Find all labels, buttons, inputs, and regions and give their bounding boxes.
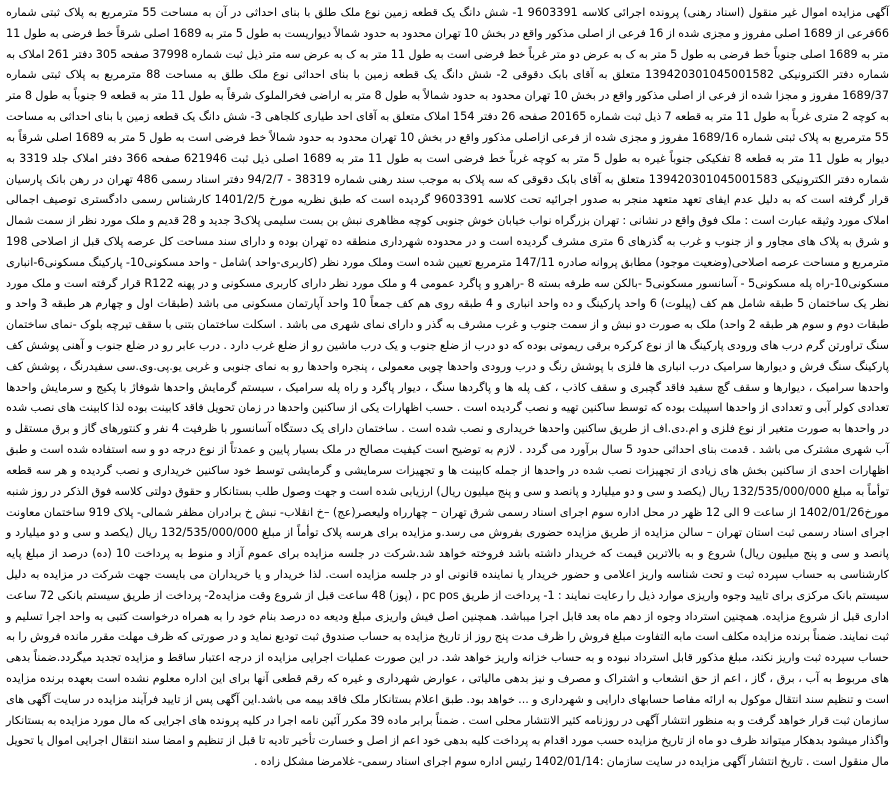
auction-notice-text: آگهی مزایده اموال غیر منقول (اسناد رهنی) پرونده اجرائی کلاسه 9603391 1- شش دانگ یک قطعه زمین نوع ملک طلق با بنای احداثی در آن به مساحت 55 مترمربع به پلاک ثبتی شماره 66فرعی از 1689 اصلی مفروز و مجزی شده از 16 فرعی از اصلی مذکور واقع در بخش 10 تهران محدود به حدود شمالاً دیواریست به طول 5 متر به 1689 اصلی شرقاً خط فرضی به طول 11 متر به 1689 اصلی جنوباً خط فرضی به طول 5 متر به ک به عرض دو متر غرباً خط فرضی است به طول 11 متر به ک به عرض سه متر ذیل ثبت شماره 37998 صفحه 305 دفتر 261 املاک به شماره دفتر الکترونیکی 139420301045001582 متعلق به آقای بابک دقوقی 2- شش دانگ یک قطعه زمین با بنای احداثی نوع ملک طلق به مساحت 88 مترمربع به پلاک ثبتی شماره 1689/37 مفروز و مجزا شده از فرعی از اصلی مذکور واقع در بخش 10 تهران محدود به حدود شمالاً به طول 8 متر به اراضی فخرالملوک شرقاً به طول 11 متر به قطعه 9 جنوباً به طول 8 متر به کوچه 2 متری غرباً به طول 11 متر به قطعه 7 ذیل ثبت شماره 20165 صفحه 26 دفتر 154 املاک متعلق به آقای احد طیاری کلجاهی 3- شش دانگ یک قطعه زمین با بنای احداثی به مساحت 55 مترمربع به پلاک ثبتی شماره 1689/16 مفروز و مجزی شده از فرعی ازاصلی مذکور واقع در بخش 10 تهران محدود به حدود شمالاً خط فرضی است به طول 5 متر به 1689 اصلی شرقاً به دیوار به طول 11 متر به قطعه 8 تفکیکی جنوباً غیره به طول 5 متر به کوچه غرباً خط فرضی است به طول 11 متر به 1689 اصلی ذیل ثبت 621946 صفحه 366 دفتر املاک جلد 3319 به شماره دفتر الکترونیکی 139420301045001583 متعلق به آقای بابک دقوقی که سه پلاک به موجب سند رهنی شماره 38319 - 94/2/7 دفتر اسناد رسمی 486 تهران در رهن بانک پارسیان قرار گرفته است که به دلیل عدم ایفای تعهد متعهد منجر به صدور اجرائیه تحت کلاسه 9603391 گردیده است که طبق نظریه مورخ 1401/2/5 کارشناس رسمی دادگستری توصیف اجمالی املاک مورد وثیقه عبارت است : ملک فوق واقع در نشانی : تهران بزرگراه نواب خیابان خوش جنوبی کوچه مظاهری نبش بن بست سلیمی پلاک3 جدید و 28 قدیم و ملک مورد نظر از سمت شمال و شرق به پلاک های مجاور و از جنوب و غرب به گذرهای 6 متری مشرف گردیده است و در محدوده شهرداری منطقه ده تهران بوده و دارای سند مساحت کل عرصه پلاک قبل از اصلاحی 198 مترمربع و مساحت عرصه اصلاحی(وضعیت موجود) مطابق پروانه صادره 147/11 مترمربع تعیین شده است وملک مورد نظر (کاربری-واحد )شامل - واحد مسکونی10- پارکینگ مسکونی6-انباری مسکونی10-راه پله مسکونی5 - آسانسور مسکونی5 -بالکن سه طرفه بسته 8 -راهرو و پاگرد عمومی 4 و ملک مورد نظر دارای کاربری مسکونی و در پهنه R122 قرار گرفته است و ملک مورد نظر یک ساختمان 5 طبقه شامل هم کف (پیلوت) 6 واحد پارکینگ و ده واحد انباری و 4 طبقه روی هم کف جمعاً 10 واحد آپارتمان مسکونی می باشد (طبقات اول و چهارم هر طبقه 3 واحد و طبقات دوم و سوم هر طبقه 2 واحد) ملک به صورت دو نبش و از سمت جنوب و غرب مشرف به گذر و دارای نمای شهری می باشد . اسکلت ساختمان بتنی با سقف تیرچه بلوک -نمای ساختمان سنگ تراورتن گرم درب های ورودی پارکینگ ها از نوع کرکره برقی ریموتی بوده که دو درب از ضلع جنوب و یک درب ماشین رو از ضلع غرب دارد . درب عابر رو در ضلع جنوب و آهنی پوشش کف پارکینگ سنگ فرش و دیوارها سرامیک درب انباری ها فلزی با پوشش رنگ و درب ورودی واحدها چوبی معمولی ، پنجره واحدها رو به نمای جنوبی و غربی یو.پی.وی.سی سفیدرنگ ، پوشش کف واحدها سرامیک ، دیوارها و سقف گچ سفید فاقد گچبری و سقف کاذب ، کف پله ها و پاگردها سنگ ، دیوار پاگرد و راه پله سرامیک ، سیستم گرمایش واحدها شوفاژ با پکیج و سرمایش واحدها تعدادی کولر آبی و تعدادی از واحدها اسپیلت بوده که توسط ساکنین تهیه و نصب گردیده است . حسب اظهارات یکی از ساکنین واحدها در زمان تحویل فاقد کابینت بوده لذا کابینت های نصب شده در واحدها به صورت متغیر از نوع فلزی و ام.دی.اف از طریق ساکنین واحدها خریداری و نصب شده است . ساختمان دارای یک دستگاه آسانسور با ظرفیت 4 نفر و کنتورهای گاز و برق مستقل و آب شهری مشترک می باشد . قدمت بنای احداثی حدود 5 سال برآورد می گردد . لازم به توضیح است کیفیت مصالح در ملک بسیار پایین و عمدتاً از نوع درجه دو و سه استفاده شده است و طبق اظهارات احدی از ساکنین بخش های زیادی از تجهیزات نصب شده در واحدها از جمله کابینت ها و تجهیزات سرمایشی و گرمایشی توسط خود ساکنین خریداری و نصب گردیده و هر سه قطعه توأماً به مبلغ 132/535/000/000 ریال (یکصد و سی و دو میلیارد و پانصد و سی و پنج میلیون ریال) ارزیابی شده است و جهت وصول طلب بستانکار و حقوق دولتی کلاسه فوق الذکر در روز شنبه مورخ1402/01/26 از ساعت 9 الی 12 ظهر در محل اداره سوم اجرای اسناد رسمی شرق تهران – چهارراه ولیعصر(عج) –خ انقلاب- نبش خ برادران مظفر شمالی- پلاک 919 ساختمان معاونت اجرای اسناد رسمی ثبت استان تهران – سالن مزایده از طریق مزایده حضوری بفروش می رسد.و مزایده برای هرسه پلاک توأماً از مبلغ 132/535/000/000 ریال (یکصد و سی و دو میلیارد و پانصد و سی و پنج میلیون ریال) شروع و به بالاترین قیمت که خریدار داشته باشد فروخته خواهد شد.شرکت در جلسه مزایده برای عموم آزاد و منوط به پرداخت 10 (ده) درصد از مبلغ پایه کارشناسی به حساب سپرده ثبت و تحت شناسه واریز اعلامی و حضور خریدار یا نماینده قانونی او در جلسه مزایده است. لذا خریدار و یا خریداران می بایست جهت شرکت در مزایده به دلیل سیستم بانک مرکزی برای تایید وجوه واریزی موارد ذیل را رعایت نمایند : 1- پرداخت از طریق pc pos ، (پوز) 48 ساعت قبل از شروع وقت مزایده2- پرداخت از طریق سیستم بانکی 72 ساعت اداری قبل از شروع مزایده. همچنین استرداد وجوه از دهم ماه بعد قابل اجرا میباشد. همچنین اصل فیش واریزی مبلغ ودیعه ده درصد بنام خود را به همراه درخواست کتبی به واحد اجرا تسلیم و ثبت نمایند. ضمناً برنده مزایده مکلف است مابه التفاوت مبلغ فروش را ظرف مدت پنج روز از تاریخ مزایده به حساب صندوق ثبت تودیع نماید و در صورتی که ظرف مهلت مقرر مانده فروش را به حساب سپرده ثبت واریز نکند، مبلغ مذکور قابل استرداد نبوده و به حساب خزانه واریز خواهد شد. در این صورت عملیات اجرایی مزایده از درجه اعتبار ساقط و مزایده تجدید میگردد.ضمناً بدهی های مربوط به آب ، برق ، گاز ، اعم از حق انشعاب و اشتراک و مصرف و نیز بدهی مالیاتی ، عوارض شهرداری و غیره که رقم قطعی آنها برای این اداره معلوم نشده است بعهده برنده مزایده است و تنظیم سند انتقال موکول به ارائه مفاصا حسابهای دارایی و شهرداری و ... خواهد بود. طبق اعلام بستانکار ملک فاقد بیمه می باشد.این آگهی پس از تایید فرآیند مزایده در سایت آگهی های سازمان ثبت قرار خواهد گرفت و به منظور انتشار آگهی در روزنامه کثیر الانتشار محلی است . ضمناً برابر ماده 39 مکرر آئین نامه اجرا در کلیه پرونده های اجرایی که مال مورد مزایده به بستانکار واگذار میشود بدهکار میتواند ظرف دو ماه از تاریخ مزایده حسب مورد اقدام به پرداخت کلیه بدهی خود اعم از اصل و خسارت تأخیر تادیه تا قبل از تنظیم و امضا سند انتقال اجرایی اموال یا تحویل مال منقول است . تاریخ انتشار آگهی مزایده در سایت سازمان :1402/01/14 رئیس اداره سوم اجرای اسناد رسمی- غلامرضا مشکل زاده . [6,6,890,769]
